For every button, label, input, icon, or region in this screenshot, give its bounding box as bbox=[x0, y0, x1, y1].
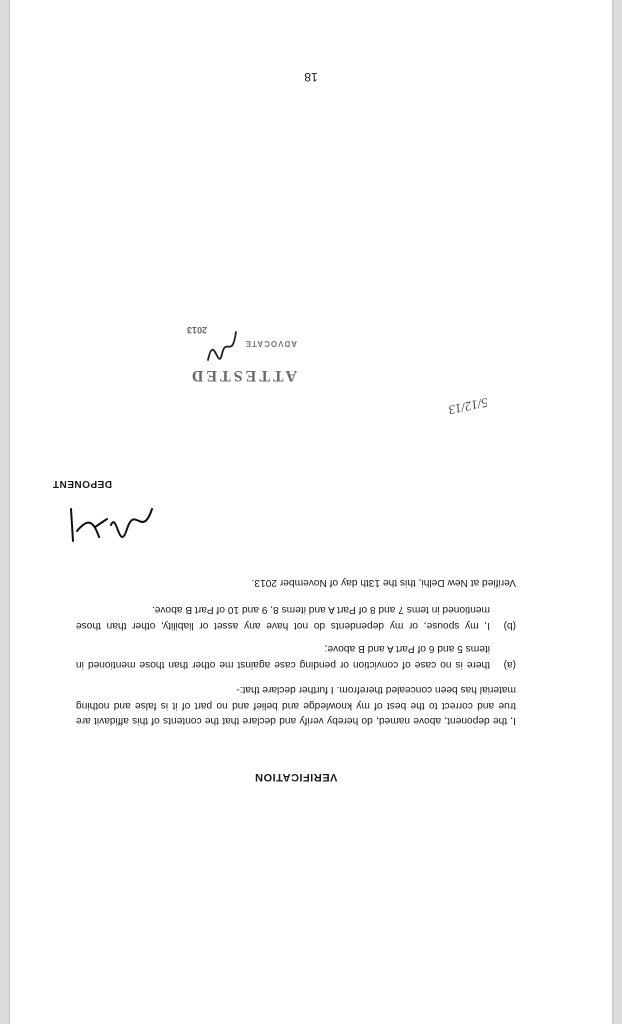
attester-signature-icon bbox=[202, 326, 242, 366]
clause-a bbox=[76, 641, 516, 672]
clause-text: I, my spouse, or my dependents do not have any asset or liability, other than those mentioned in tems 7 and 8 of Part A and items 8, 9 and 10 of Part B above. bbox=[76, 604, 490, 631]
clause-text: there is no case of conviction or pending case against me other than those mentioned in items 5 and 6 of Part A and B above; bbox=[76, 643, 490, 670]
signature-scribble-icon bbox=[67, 499, 157, 549]
seal-line: ADVOCATE bbox=[244, 339, 297, 348]
document-page bbox=[10, 0, 612, 1024]
seal-title: ATTESTED bbox=[188, 367, 297, 384]
clause-label: (a) bbox=[503, 659, 516, 670]
deponent-signature bbox=[67, 494, 157, 549]
clause-label: (b) bbox=[503, 620, 516, 631]
seal-date: 2013 bbox=[186, 325, 207, 335]
verification-body bbox=[76, 565, 516, 785]
handwritten-date: 5/12/13 bbox=[447, 395, 490, 418]
verification-paragraph: I, the deponent, above named, do hereby verify and declare that the contents of this affidavit are true and correct to the best of my knowledge and belief and no part of it is false and nothing material has been concealed therefrom. I further declare that:- bbox=[76, 684, 516, 727]
rotated-content bbox=[10, 0, 612, 1024]
verification-title: VERIFICATION bbox=[254, 771, 338, 783]
deponent-label: DEPONENT bbox=[52, 478, 112, 489]
attested-seal bbox=[147, 299, 297, 384]
verified-line: Verified at New Delhi, this the 13th day of November 2013. bbox=[251, 577, 516, 588]
page-number: 18 bbox=[304, 70, 318, 84]
clause-b bbox=[76, 602, 516, 633]
